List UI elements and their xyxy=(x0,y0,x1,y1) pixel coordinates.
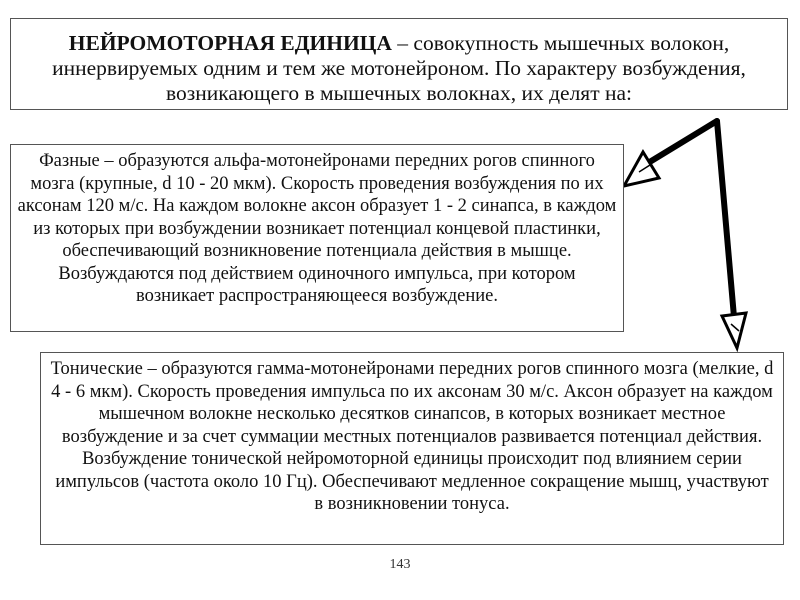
arrow-phasic-shaft xyxy=(648,121,717,163)
tonic-units-box xyxy=(40,352,784,545)
arrow-tonic-head xyxy=(722,313,746,348)
arrow-tonic-head-mark xyxy=(731,324,739,331)
arrow-phasic-head-mark xyxy=(639,165,650,172)
definition-term: НЕЙРОМОТОРНАЯ ЕДИНИЦА xyxy=(68,31,392,55)
definition-box xyxy=(10,18,788,110)
phasic-units-box xyxy=(10,144,624,332)
definition-text: – совокупность мышечных волокон, иннервируемых одним и тем же мотонейроном. По характеру возбуждения, возникающего в мышечных волокнах, их делят на: xyxy=(52,31,746,105)
arrow-tonic-shaft xyxy=(717,121,734,317)
tonic-units-text: Тонические – образуются гамма-мотонейронами передних рогов спинного мозга (мелкие, d 4 - 6 мкм). Скорость проведения импульса по их аксонам 30 м/с. Аксон образует на каждом мышечном волокне несколько десятков синапсов, в которых возникает местное возбуждение и за счет суммации местных потенциалов развивается потенциал действия. Возбуждение тонической нейромоторной единицы происходит под влиянием серии импульсов (частота около 10 Гц). Обеспечивают медленное сокращение мышц, участвуют в возникновении тонуса. xyxy=(50,359,774,514)
phasic-units-text: Фазные – образуются альфа-мотонейронами передних рогов спинного мозга (крупные, d 10 - 20 мкм). Скорость проведения возбуждения по их аксонам 120 м/с. На каждом волокне аксон образует 1 - 2 синапса, в каждом из которых при возбуждении возникает потенциал концевой пластинки, обеспечивающий возникновение потенциала действия в мышце. Возбуждаются под действием одиночного импульса, при котором возникает распространяющееся возбуждение. xyxy=(17,151,617,306)
arrow-phasic-head xyxy=(624,152,659,186)
page-number: 143 xyxy=(389,557,411,572)
